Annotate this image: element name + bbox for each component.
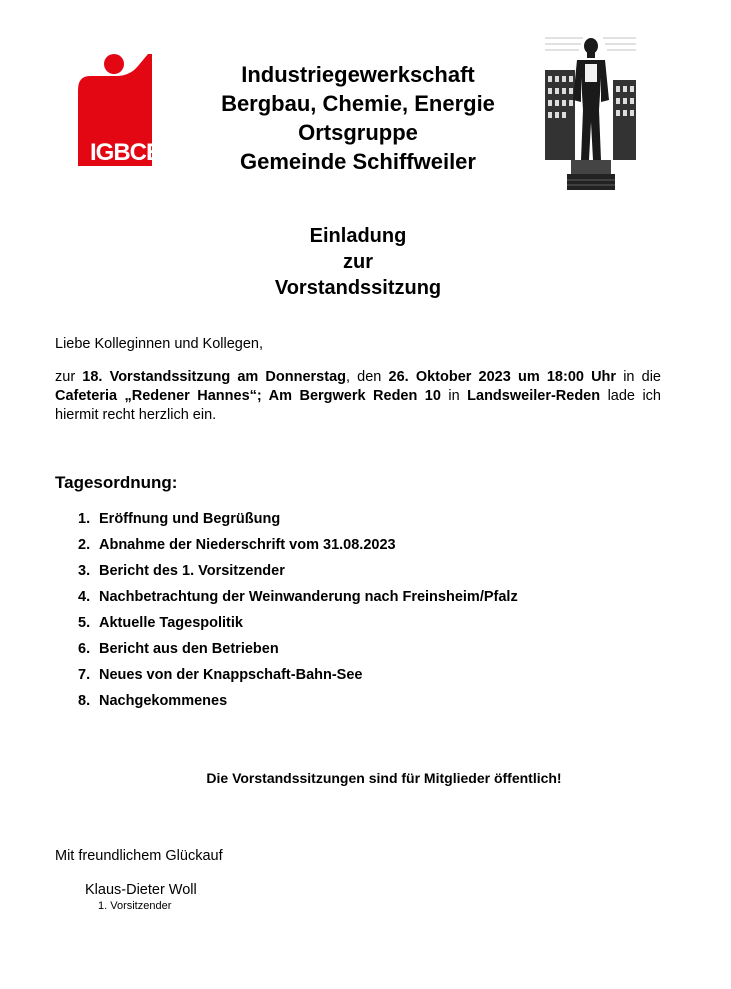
- intro-paragraph: [55, 368, 661, 425]
- agenda-item: [78, 612, 518, 638]
- agenda-list: [78, 508, 518, 716]
- agenda-item: [78, 638, 518, 664]
- intro-text-1: zur: [55, 369, 83, 385]
- title-line-2: zur: [343, 251, 373, 273]
- public-note: Die Vorstandssitzungen sind für Mitglieder öffentlich!: [206, 770, 562, 786]
- intro-text-2: , den: [346, 369, 389, 385]
- agenda-item: [78, 508, 518, 534]
- logo-text: IGBCE: [90, 139, 158, 166]
- intro-text-4: in: [440, 388, 468, 404]
- agenda-item-text: Neues von der Knappschaft-Bahn-See: [99, 667, 363, 683]
- greeting: Liebe Kolleginnen und Kollegen,: [55, 336, 264, 352]
- agenda-item-number: 3.: [78, 563, 91, 579]
- agenda-item-text: Bericht aus den Betrieben: [99, 641, 279, 657]
- title-line-1: Einladung: [309, 225, 407, 247]
- miner-statue-illustration: [543, 30, 638, 192]
- agenda-item: [78, 690, 518, 716]
- meeting-date-time: 26. Oktober 2023 um 18:00 Uhr: [388, 369, 617, 385]
- agenda-item: [78, 534, 518, 560]
- agenda-item-number: 4.: [78, 589, 91, 605]
- signer-role: 1. Vorsitzender: [98, 900, 172, 912]
- agenda-item-text: Nachbetrachtung der Weinwanderung nach Freinsheim/Pfalz: [99, 589, 518, 605]
- agenda-item-number: 1.: [78, 511, 91, 527]
- title-line-3: Vorstandssitzung: [274, 277, 442, 299]
- meeting-number: 18. Vorstandssitzung am Donnerstag: [82, 369, 346, 385]
- agenda-item-text: Nachgekommenes: [99, 693, 228, 709]
- agenda-item-text: Aktuelle Tagespolitik: [99, 615, 243, 631]
- igbce-logo: [70, 54, 158, 166]
- agenda-item: [78, 586, 518, 612]
- agenda-item-number: 6.: [78, 641, 91, 657]
- header-line-2: Bergbau, Chemie, Energie: [221, 91, 495, 116]
- agenda-item-text: Eröffnung und Begrüßung: [99, 511, 281, 527]
- agenda-item-number: 8.: [78, 693, 91, 709]
- intro-text-3: in die: [616, 369, 661, 385]
- intro-text-5: lade ich hiermit recht herzlich ein.: [55, 388, 661, 423]
- agenda-heading: Tagesordnung:: [55, 473, 178, 492]
- header-line-1: Industriegewerkschaft: [241, 62, 475, 87]
- header-line-3: Ortsgruppe: [298, 120, 418, 145]
- agenda-item-text: Abnahme der Niederschrift vom 31.08.2023: [99, 537, 396, 553]
- agenda-item-number: 7.: [78, 667, 91, 683]
- organization-header: [180, 60, 536, 176]
- invitation-title: [180, 223, 536, 301]
- agenda-item: [78, 664, 518, 690]
- header-line-4: Gemeinde Schiffweiler: [240, 149, 476, 174]
- meeting-venue: Cafeteria „Redener Hannes“; Am Bergwerk Reden 10: [55, 388, 441, 404]
- agenda-item-number: 5.: [78, 615, 91, 631]
- agenda-item: [78, 560, 518, 586]
- agenda-item-text: Bericht des 1. Vorsitzender: [99, 563, 285, 579]
- meeting-town: Landsweiler-Reden: [467, 388, 601, 404]
- agenda-item-number: 2.: [78, 537, 91, 553]
- closing: Mit freundlichem Glückauf: [55, 848, 223, 864]
- signer-name: Klaus-Dieter Woll: [85, 882, 197, 898]
